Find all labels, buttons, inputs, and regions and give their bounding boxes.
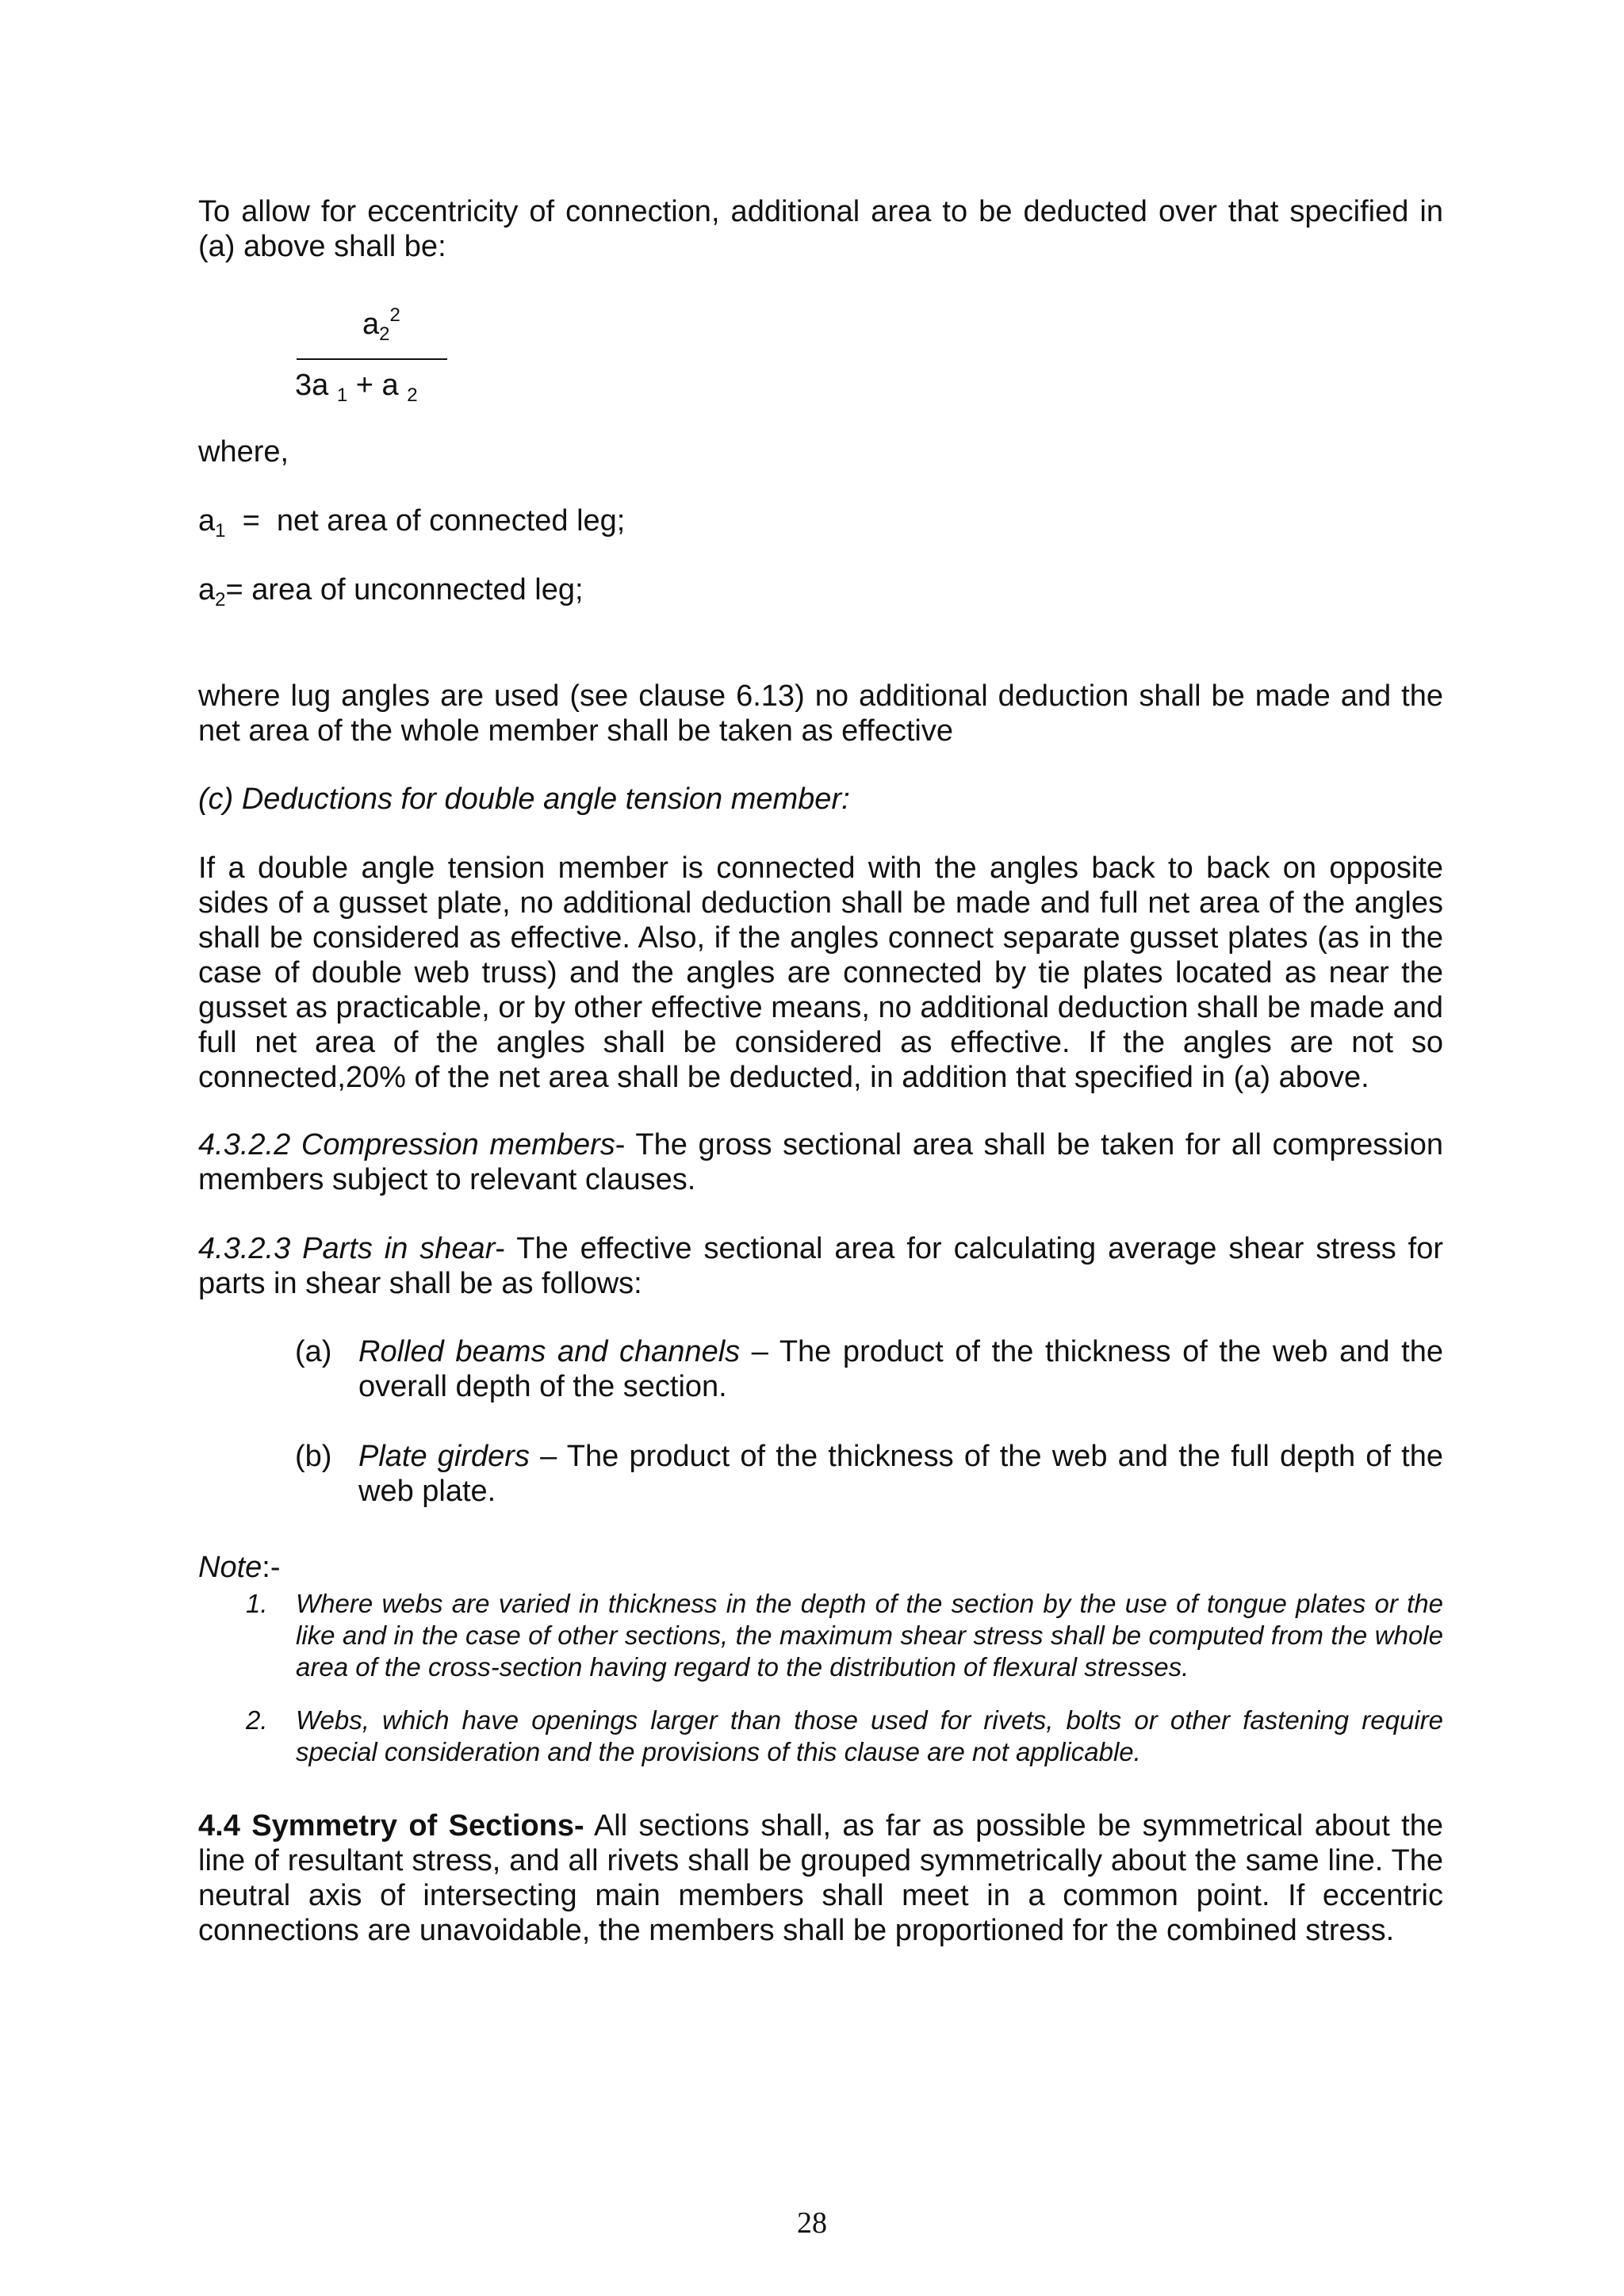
formula-numerator: $a_2^2$ [362, 304, 400, 345]
clause-4-3-2-3: 4.3.2.3 Parts in shear- The effective sectional area for calculating average shear stress for parts in shear shall be as follows: [198, 1232, 1443, 1300]
note-text: Webs, which have openings larger than those used for rivets, bolts or other fastening require special consideration and the provisions of this clause are not applicable. [296, 1705, 1443, 1766]
shear-item-a [295, 1334, 1443, 1404]
clause-4-3-2-2: 4.3.2.2 Compression members- The gross sectional area shall be taken for all compression members subject to relevant clauses. [198, 1128, 1443, 1196]
shear-item-text: Plate girders – The product of the thickness of the web and the full depth of the web plate. [358, 1440, 1443, 1508]
definition-a1: $a_1$ = net area of connected leg; [198, 504, 626, 541]
note-item-1 [246, 1588, 1443, 1683]
where-label: where, [198, 435, 289, 469]
section-c-heading: (c) Deductions for double angle tension member: [198, 783, 850, 816]
list-marker: (a) [295, 1335, 332, 1368]
note-marker: 2. [246, 1705, 268, 1735]
page-number: 28 [797, 2206, 827, 2240]
definition-a2: $a_2=$ area of unconnected leg; [198, 573, 584, 610]
fraction-bar [297, 358, 447, 360]
note-item-2 [246, 1705, 1443, 1768]
note-marker: 1. [246, 1589, 268, 1618]
lug-angle-paragraph: where lug angles are used (see clause 6.13) no additional deduction shall be made and the net area of the whole member shall be taken as effective [198, 679, 1443, 748]
list-marker: (b) [295, 1440, 332, 1473]
shear-item-text: Rolled beams and channels – The product of the thickness of the web and the overall depth of the section. [358, 1335, 1443, 1403]
intro-paragraph: To allow for eccentricity of connection, additional area to be deducted over that specified in (a) above shall be: [198, 195, 1443, 263]
deduction-formula [295, 295, 447, 414]
note-text: Where webs are varied in thickness in the depth of the section by the use of tongue plates or the like and in the case of other sections, the maximum shear stress shall be computed from the whole area of the cross-section having regard to the distribution of flexural stresses. [296, 1589, 1443, 1682]
section-4-4-paragraph: 4.4 Symmetry of Sections- All sections shall, as far as possible be symmetrical about the line of resultant stress, and all rivets shall be grouped symmetrically about the same line. The neutral axis of intersecting main members shall meet in a common point. If eccentric connections are unavoidable, the members shall be proportioned for the combined stress. [198, 1809, 1443, 1947]
shear-item-b [295, 1439, 1443, 1509]
section-c-paragraph: If a double angle tension member is connected with the angles back to back on opposite sides of a gusset plate, no additional deduction shall be made and full net area of the angles shall be considered as effective. Also, if the angles connect separate gusset plates (as in the case of double web truss) and the angles are connected by tie plates located as near the gusset as practicable, or by other effective means, no additional deduction shall be made and full net area of the angles shall be considered as effective. If the angles are not so connected,20% of the net area shall be deducted, in addition that specified in (a) above. [198, 851, 1443, 1094]
formula-denominator: 3a $_1$ + a $_2$ [295, 369, 418, 406]
note-heading: Note:- [198, 1551, 281, 1584]
